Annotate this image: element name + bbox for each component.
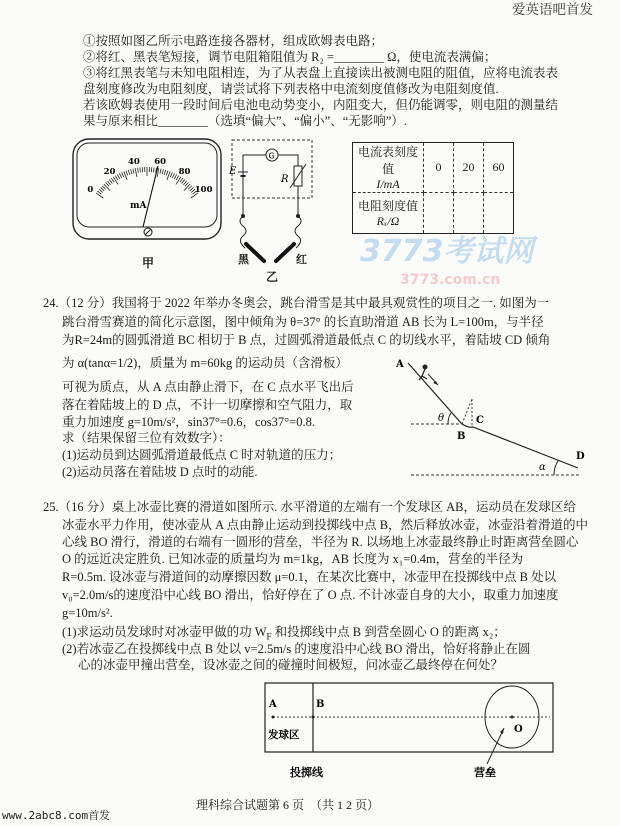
q24-sub-1: (1)运动员到达圆弧滑道最低点 C 时对轨道的压力；: [62, 448, 342, 462]
meter-tick: [170, 172, 172, 177]
meter-tick: [176, 177, 181, 185]
point-d-label: D: [576, 451, 585, 462]
meter-tick: [115, 176, 118, 180]
q25-line: v₀=2.0m/s的速度沿中心线 BO 滑出，恰好停在了 O 点. 不计冰壶自身的大小，取重力加速度: [62, 588, 559, 602]
meter-tick: [106, 182, 109, 186]
curling-track-diagram: [262, 680, 562, 780]
serve-zone-label: 发球区: [268, 729, 300, 741]
galvanometer-label: G: [268, 151, 275, 161]
point-a-label: A: [396, 359, 404, 370]
table-header-resistance: 电阻刻度值 Rₓ/Ω: [353, 193, 424, 234]
table-cell: 20: [454, 143, 484, 193]
point-a-label: A: [269, 699, 277, 710]
meter-tick: [101, 187, 105, 190]
q23-step-1: ①按照如图乙所示电路连接各器材，组成欧姆表电路；: [83, 34, 384, 48]
ski-track: [408, 363, 578, 468]
point-o-label: O: [514, 724, 523, 735]
table-row: [353, 143, 514, 193]
figure-caption-yi: 乙: [266, 270, 279, 284]
q23-step-2: ②将红、黑表笔短接，调节电阻箱阻值为 R₂ =________ Ω，使电流表满偏；: [83, 50, 497, 64]
q25-line: O 的远近决定胜负. 已知冰壶的质量均为 m=1kg，AB 长度为 x₁=0.4m，营垒的半径为: [62, 552, 524, 566]
table-cell: 60: [484, 143, 514, 193]
q25-line: 冰壶水平力作用，使冰壶从 A 点由静止运动到投掷线中点 B，然后释放冰壶，冰壶沿着滑道的中: [62, 518, 589, 532]
table-header-current: 电流表刻度值 I/mA: [353, 143, 424, 193]
skier-icon: [419, 365, 428, 381]
resistor-label: R: [281, 174, 289, 185]
meter-tick: [162, 169, 163, 174]
q24-line: 跳台滑雪赛道的简化示意图，图中倾角为 θ=37° 的长直助滑道 AB 长为 L=100m，与半径: [62, 315, 544, 329]
meter-tick: [184, 184, 190, 191]
q23-question: 若该欧姆表使用一段时间后电池电动势变小，内阻变大，但仍能调零，则电阻的测量结: [83, 98, 559, 112]
meter-tick: [133, 169, 134, 174]
red-probe-label: 红: [296, 254, 307, 266]
meter-scale: [87, 157, 212, 198]
meter-tick: [111, 178, 114, 182]
meter-tick: [102, 186, 106, 190]
meter-tick: [107, 181, 110, 185]
meter-unit: mA: [130, 201, 147, 211]
meter-tick: [122, 172, 124, 177]
q25-line: 25.（16 分）桌上冰壶比赛的滑道如图所示. 水平滑道的左端有一个发球区 AB，运动员在发球区给: [43, 500, 576, 514]
meter-tick: [183, 181, 186, 185]
q25-sub-2: (2)若冰壶乙在投掷线中点 B 处以 v=2.5m/s 的速度沿中心线 BO 滑出，恰好将静止在圆: [62, 642, 531, 656]
meter-tick: [138, 168, 139, 173]
meter-tick: [172, 173, 174, 177]
meter-tick: [117, 174, 119, 178]
meter-tick: [188, 186, 192, 190]
table-cell-empty: [424, 193, 454, 234]
table-cell-empty: [454, 193, 484, 234]
meter-tick: [109, 180, 112, 184]
meter-tick: [160, 169, 161, 174]
q25-line: g=10m/s².: [62, 606, 113, 620]
meter-needle: [143, 166, 158, 227]
table-cell-empty: [484, 193, 514, 234]
meter-tick-label: 0: [87, 184, 94, 195]
q25-sub-1: (1)求运动员发球时对冰壶甲做的功 $W_F$ 和投掷线中点 B 到营垒圆心 O 的距离 x₂；: [62, 625, 506, 642]
meter-tick-label: 60: [154, 157, 167, 168]
meter-tick: [104, 184, 110, 191]
meter-tick-label: 80: [178, 166, 191, 177]
q23-step-3-cont: 盘刻度修改为电阻刻度，请尝试将下列表格中电流刻度值修改为电阻刻度值.: [83, 82, 499, 96]
meter-tick-label: 100: [194, 184, 213, 195]
meter-tick: [96, 193, 103, 198]
meter-tick: [140, 167, 141, 172]
q24-line: 重力加速度 g=10m/s²，sin37°=0.6，cos37°=0.8.: [62, 415, 315, 429]
header-watermark: 爱英语吧首发: [512, 2, 593, 17]
direction-arrow-icon: [428, 374, 438, 385]
q24-line: 落在着陆坡上的 D 点，不计一切摩擦和空气阻力，取: [62, 398, 353, 412]
watermark-brand: 3773考试网: [360, 234, 534, 269]
meter-tick: [97, 191, 101, 194]
q24-line: 为 α(tanα=1/2)，质量为 m=60kg 的运动员（含滑板）: [62, 356, 348, 370]
scale-conversion-table: [352, 142, 514, 234]
table-cell: 0: [424, 143, 454, 193]
q25-line: R=0.5m. 设冰壶与滑道间的动摩擦因数 μ=0.1，在某次比赛中，冰壶甲在投掷线中点 B 处以: [62, 570, 557, 584]
meter-tick: [128, 170, 129, 175]
meter-tick: [166, 171, 168, 176]
house-label: 营垒: [474, 766, 496, 779]
q25-sub-2-cont: 心的冰壶甲撞出营垒，设冰壶之间的碰撞时间极短，问冰壶乙最终停在何处？: [78, 658, 504, 672]
meter-tick: [174, 174, 176, 178]
point-b-label: B: [457, 431, 466, 442]
q24-line: 为R=24m的圆弧滑道 BC 相切于 B 点，过圆弧滑道最低点 C 的切线水平，着陆坡 CD 倾角: [62, 333, 551, 347]
page-number-footer: 理科综合试题第 6 页 （共 1 2 页）: [196, 798, 380, 812]
q24-line: 可视为质点，从 A 点由静止滑下，在 C 点水平飞出后: [62, 380, 354, 394]
q24-sub-2: (2)运动员落在着陆坡 D 点时的动能.: [62, 465, 258, 479]
meter-tick: [99, 189, 103, 192]
meter-tick-label: 40: [127, 157, 140, 168]
emf-label: E: [229, 166, 237, 177]
ammeter-figure: [72, 138, 224, 242]
meter-tick: [119, 173, 121, 177]
throw-line-label: 投掷线: [290, 766, 323, 779]
point-b-label: B: [316, 699, 325, 710]
meter-tick: [131, 169, 132, 174]
theta-label: θ: [438, 413, 445, 424]
ski-jump-diagram: [396, 355, 596, 480]
q24-line: 24.（12 分）我国将于 2022 年举办冬奥会，跳台滑雪是其中最具观赏性的项目之一. 如图为一: [43, 296, 550, 310]
meter-tick: [185, 182, 188, 186]
ohmmeter-circuit-figure: [228, 136, 320, 266]
q23-step-3: ③将红黑表笔与未知电阻相连，为了从表盘上直接读出被测电阻的阻值，应将电流表表: [83, 66, 559, 80]
point-c-label: C: [476, 415, 484, 426]
meter-tick: [113, 177, 118, 185]
q24-line: 求（结果保留三位有效数字）：: [62, 431, 231, 445]
meter-tick: [182, 180, 185, 184]
alpha-label: α: [539, 462, 546, 473]
meter-tick: [126, 171, 128, 176]
meter-tick: [135, 168, 137, 177]
meter-tick: [180, 178, 183, 182]
meter-tick: [190, 187, 194, 190]
figure-caption-jia: 甲: [142, 256, 155, 270]
red-probe-icon: [276, 244, 294, 261]
black-probe-label: 黑: [238, 254, 249, 266]
site-watermark: www.2abc8.com首发: [2, 809, 111, 822]
q23-question-cont: 果与原来相比________（选填“偏大”、“偏小”、“无影响”）.: [83, 114, 407, 128]
table-row: [353, 193, 514, 234]
meter-tick: [164, 170, 165, 175]
meter-tick-label: 20: [103, 166, 116, 177]
watermark-url: 3773.com.cn: [400, 272, 501, 288]
q25-line: 心线 BO 滑行，滑道的右端有一圆形的营垒，半径为 R. 以场地上冰壶最终静止时距离营垒圆心: [62, 535, 579, 549]
meter-tick: [154, 167, 155, 172]
